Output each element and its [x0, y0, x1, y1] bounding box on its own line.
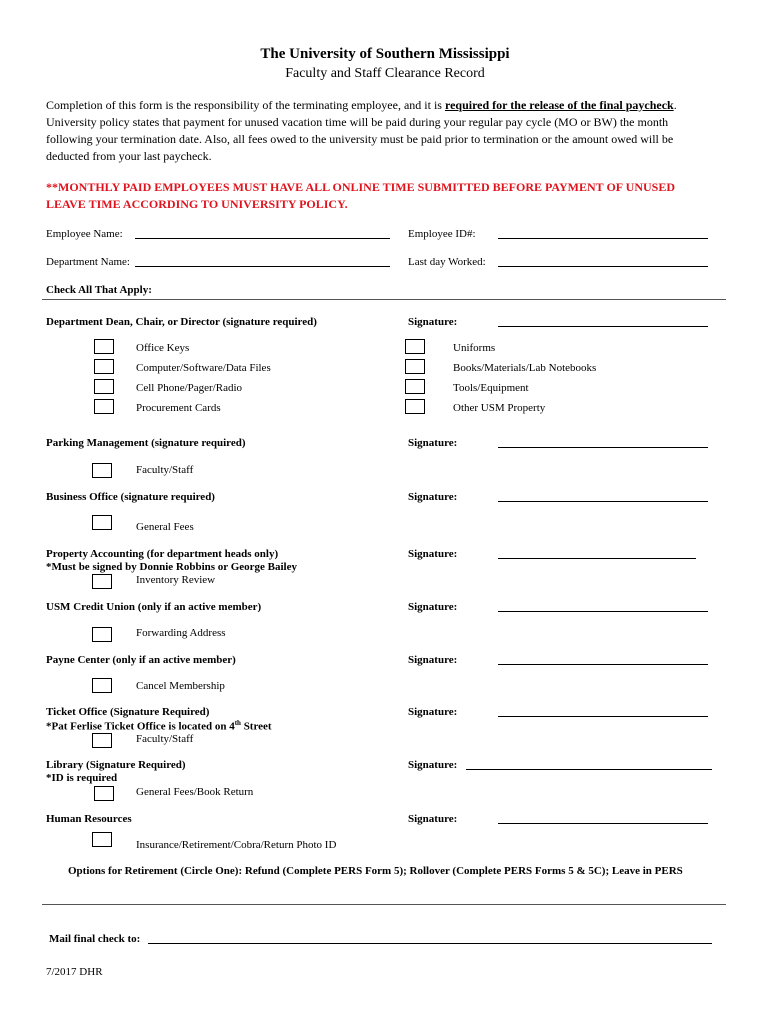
- form-title: The University of Southern Mississippi: [260, 46, 510, 62]
- payne-signature-label: Signature:: [408, 654, 458, 666]
- library-signature-field[interactable]: [466, 769, 712, 770]
- general-fees-checkbox[interactable]: [92, 515, 112, 530]
- uniforms-checkbox[interactable]: [405, 339, 425, 354]
- library-heading: Library (Signature Required): [46, 759, 186, 771]
- credit-union-signature-field[interactable]: [498, 611, 708, 612]
- mail-check-field[interactable]: [148, 943, 712, 944]
- inventory-review-label: Inventory Review: [136, 574, 216, 586]
- employee-name-label: Employee Name:: [46, 228, 123, 240]
- parking-signature-field[interactable]: [498, 447, 708, 448]
- book-return-label: General Fees/Book Return: [136, 786, 254, 798]
- property-signature-label: Signature:: [408, 548, 458, 560]
- last-day-label: Last day Worked:: [408, 256, 486, 268]
- tools-checkbox[interactable]: [405, 379, 425, 394]
- divider-top: [42, 299, 726, 300]
- ticket-faculty-label: Faculty/Staff: [136, 733, 194, 745]
- cancel-membership-label: Cancel Membership: [136, 680, 225, 692]
- employee-id-label: Employee ID#:: [408, 228, 476, 240]
- ticket-heading: Ticket Office (Signature Required): [46, 706, 210, 718]
- divider-bottom: [42, 904, 726, 905]
- cell-phone-label: Cell Phone/Pager/Radio: [136, 382, 243, 394]
- payne-heading: Payne Center (only if an active member): [46, 654, 236, 666]
- form-revision: 7/2017 DHR: [46, 966, 103, 978]
- intro-text: Completion of this form is the responsibility of the terminating employee, and it is: [46, 98, 445, 112]
- forwarding-address-checkbox[interactable]: [92, 627, 112, 642]
- business-heading: Business Office (signature required): [46, 491, 215, 503]
- dept-signature-field[interactable]: [498, 326, 708, 327]
- ticket-note-street: Street: [240, 720, 272, 733]
- notice-line-2: LEAVE TIME ACCORDING TO UNIVERSITY POLICY.: [46, 197, 348, 211]
- ticket-faculty-checkbox[interactable]: [92, 733, 112, 748]
- intro-line-2: University policy states that payment for unused vacation time will be paid during your regular pay cycle (MO or BW) the month: [46, 115, 669, 129]
- intro-emphasis: required for the release of the final paycheck: [444, 98, 674, 112]
- mail-check-label: Mail final check to:: [49, 933, 141, 945]
- books-label: Books/Materials/Lab Notebooks: [453, 362, 597, 374]
- check-all-heading: Check All That Apply:: [46, 284, 152, 296]
- procurement-cards-checkbox[interactable]: [94, 399, 114, 414]
- ticket-signature-field[interactable]: [498, 716, 708, 717]
- intro-period: .: [673, 98, 677, 112]
- books-checkbox[interactable]: [405, 359, 425, 374]
- computer-files-label: Computer/Software/Data Files: [136, 362, 271, 374]
- general-fees-label: General Fees: [136, 521, 194, 533]
- dept-signature-label: Signature:: [408, 316, 458, 328]
- forwarding-address-label: Forwarding Address: [136, 627, 226, 639]
- parking-faculty-checkbox[interactable]: [92, 463, 112, 478]
- intro-line-1: [46, 98, 677, 113]
- form-subtitle: Faculty and Staff Clearance Record: [285, 66, 485, 81]
- office-keys-label: Office Keys: [136, 342, 190, 354]
- hr-signature-label: Signature:: [408, 813, 458, 825]
- library-signature-label: Signature:: [408, 759, 458, 771]
- other-property-checkbox[interactable]: [405, 399, 425, 414]
- intro-line-3: following your termination date. Also, all fees owed to the university must be paid prior to termination or the amount owed will be: [46, 132, 674, 146]
- other-property-label: Other USM Property: [453, 402, 546, 414]
- tools-label: Tools/Equipment: [453, 382, 529, 394]
- parking-signature-label: Signature:: [408, 437, 458, 449]
- cancel-membership-checkbox[interactable]: [92, 678, 112, 693]
- hr-heading: Human Resources: [46, 813, 132, 825]
- notice-line-1: **MONTHLY PAID EMPLOYEES MUST HAVE ALL ONLINE TIME SUBMITTED BEFORE PAYMENT OF UNUSED: [46, 180, 676, 194]
- parking-heading: Parking Management (signature required): [46, 437, 246, 449]
- office-keys-checkbox[interactable]: [94, 339, 114, 354]
- credit-union-signature-label: Signature:: [408, 601, 458, 613]
- library-note: *ID is required: [46, 772, 118, 784]
- ticket-note: [46, 719, 272, 733]
- uniforms-label: Uniforms: [453, 342, 496, 354]
- property-signature-field[interactable]: [498, 558, 696, 559]
- department-name-label: Department Name:: [46, 256, 130, 268]
- procurement-cards-label: Procurement Cards: [136, 402, 221, 414]
- ticket-signature-label: Signature:: [408, 706, 458, 718]
- ticket-note-text: *Pat Ferlise Ticket Office is located on 4: [46, 720, 235, 733]
- cell-phone-checkbox[interactable]: [94, 379, 114, 394]
- intro-line-4: deducted from your last paycheck.: [46, 149, 212, 163]
- employee-name-field[interactable]: [135, 238, 390, 239]
- dept-heading: Department Dean, Chair, or Director (signature required): [46, 316, 317, 328]
- property-note: *Must be signed by Donnie Robbins or George Bailey: [46, 561, 297, 573]
- business-signature-field[interactable]: [498, 501, 708, 502]
- payne-signature-field[interactable]: [498, 664, 708, 665]
- hr-insurance-checkbox[interactable]: [92, 832, 112, 847]
- retirement-options: Options for Retirement (Circle One): Refund (Complete PERS Form 5); Rollover (Complete PERS Forms 5 & 5C); Leave in PERS: [68, 865, 683, 877]
- last-day-field[interactable]: [498, 266, 708, 267]
- computer-files-checkbox[interactable]: [94, 359, 114, 374]
- hr-insurance-label: Insurance/Retirement/Cobra/Return Photo ID: [136, 839, 337, 851]
- property-heading: Property Accounting (for department heads only): [46, 548, 279, 560]
- credit-union-heading: USM Credit Union (only if an active member): [46, 601, 262, 613]
- ticket-note-sup: th: [234, 719, 241, 727]
- book-return-checkbox[interactable]: [94, 786, 114, 801]
- hr-signature-field[interactable]: [498, 823, 708, 824]
- employee-id-field[interactable]: [498, 238, 708, 239]
- parking-faculty-label: Faculty/Staff: [136, 464, 194, 476]
- department-name-field[interactable]: [135, 266, 390, 267]
- business-signature-label: Signature:: [408, 491, 458, 503]
- inventory-review-checkbox[interactable]: [92, 574, 112, 589]
